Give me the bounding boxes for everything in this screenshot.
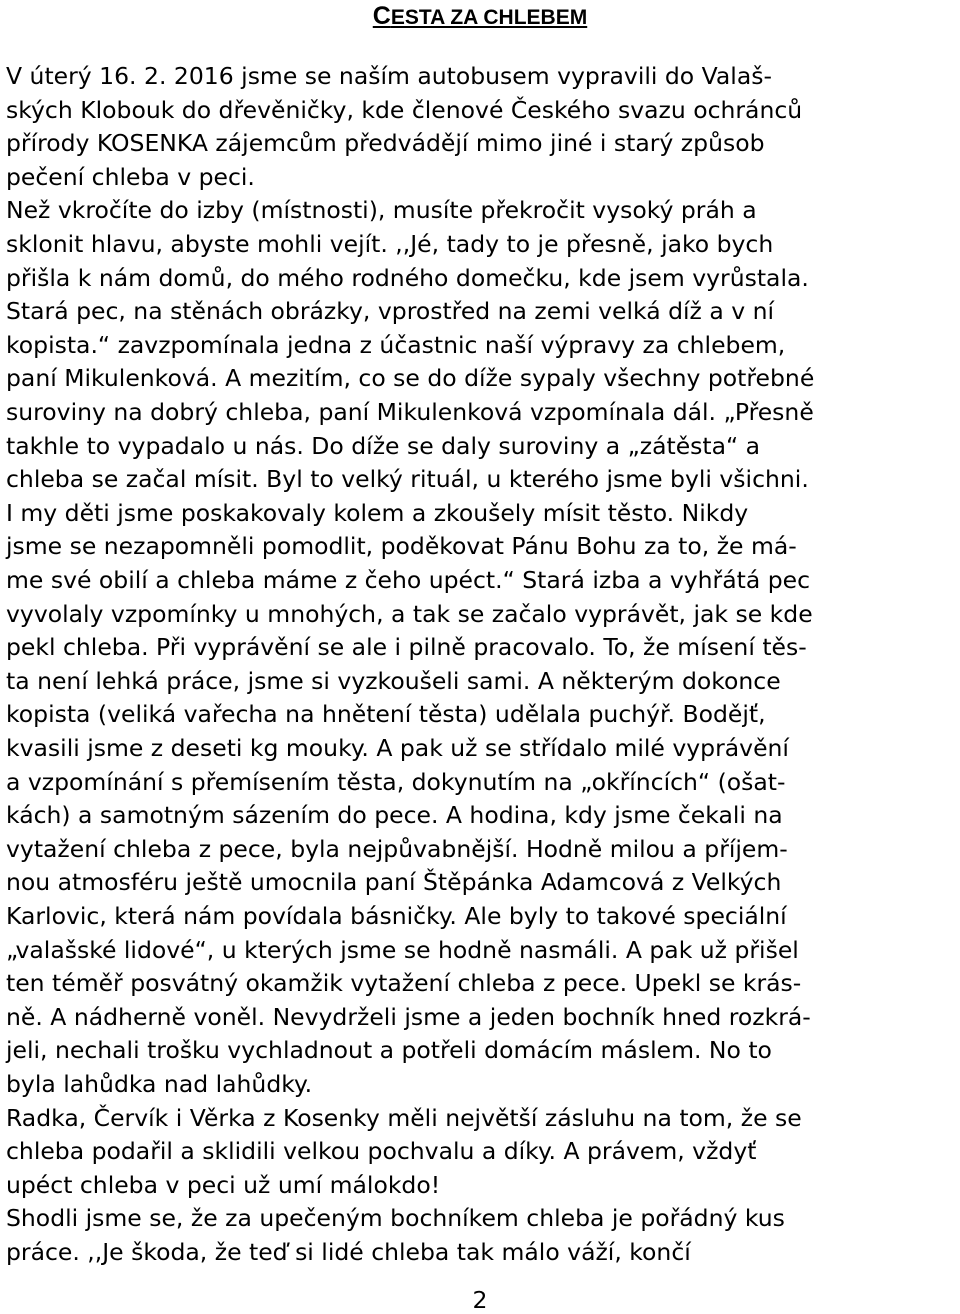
text-line: Karlovic, která nám povídala básničky. Ale byly to takové speciální — [6, 902, 787, 930]
article-title — [0, 0, 960, 34]
text-line: upéct chleba v peci už umí málokdo! — [6, 1170, 441, 1199]
title-rest: ESTA ZA CHLEBEM — [390, 6, 588, 29]
text-line: paní Mikulenková. A mezitím, co se do díže sypaly všechny potřebné — [6, 364, 815, 393]
text-line: přišla k nám domů, do mého rodného domečku, kde jsem vyrůstala. — [6, 263, 809, 292]
text-line: vytažení chleba z pece, byla nejpůvabnější. Hodně milou a příjem- — [6, 834, 788, 863]
text-line: kvasili jsme z deseti kg mouky. A pak už se střídalo milé vyprávění — [6, 734, 789, 762]
text-line: V úterý 16. 2. 2016 jsme se naším autobusem vypravili do Valaš- — [6, 62, 772, 90]
text-line: Než vkročíte do izby (místnosti), musíte překročit vysoký práh a — [6, 196, 757, 225]
text-line: chleba se začal mísit. Byl to velký rituál, u kterého jsme byli všichni. — [6, 465, 809, 494]
text-line: ta není lehká práce, jsme si vyzkoušeli sami. A některým dokonce — [6, 666, 781, 695]
title-first-letter: C — [372, 2, 391, 30]
text-line: byla lahůdka nad lahůdky. — [6, 1070, 313, 1098]
text-line: přírody KOSENKA zájemcům předvádějí mimo jiné i starý způsob — [6, 129, 765, 158]
text-line: vyvolaly vzpomínky u mnohých, a tak se začalo vyprávět, jak se kde — [6, 599, 813, 628]
text-line: pekl chleba. Při vyprávění se ale i pilně pracovalo. To, že mísení těs- — [6, 633, 807, 662]
text-line: takhle to vypadalo u nás. Do díže se daly suroviny a „zátěsta“ a — [6, 431, 761, 460]
text-line: jsme se nezapomněli pomodlit, poděkovat Pánu Bohu za to, že má- — [6, 532, 797, 561]
page-number: 2 — [472, 1286, 488, 1314]
text-line: a vzpomínání s přemísením těsta, dokynutím na „okříncích“ (ošat- — [6, 767, 786, 796]
text-line: Radka, Červík i Věrka z Kosenky měli největší zásluhu na tom, že se — [6, 1103, 802, 1132]
text-line: kopista.“ zavzpomínala jedna z účastnic naší výpravy za chlebem, — [6, 330, 786, 359]
text-line: sklonit hlavu, abyste mohli vejít. ,,Jé, tady to je přesně, jako bych — [6, 230, 774, 258]
text-line: Shodli jsme se, že za upečeným bochníkem chleba je pořádný kus — [6, 1204, 785, 1233]
text-line: Stará pec, na stěnách obrázky, vprostřed na zemi velká díž a v ní — [6, 297, 774, 326]
text-line: jeli, nechali trošku vychladnout a potřeli domácím máslem. No to — [6, 1036, 772, 1065]
text-line: I my děti jsme poskakovaly kolem a zkoušely mísit těsto. Nikdy — [6, 498, 749, 527]
text-line: pečení chleba v peci. — [6, 162, 255, 191]
text-line: nou atmosféru ještě umocnila paní Štěpánka Adamcová z Velkých — [6, 868, 782, 897]
text-line: ských Klobouk do dřevěničky, kde členové Českého svazu ochránců — [6, 95, 803, 124]
text-line: ně. A nádherně voněl. Nevydrželi jsme a jeden bochník hned rozkrá- — [6, 1002, 811, 1031]
text-line: me své obilí a chleba máme z čeho upéct.“ Stará izba a vyhřátá pec — [6, 566, 811, 594]
text-line: kách) a samotným sázením do pece. A hodina, kdy jsme čekali na — [6, 801, 783, 830]
text-line: kopista (veliká vařecha na hnětení těsta) udělala puchýř. Bodějť, — [6, 700, 766, 729]
text-line: ten téměř posvátný okamžik vytažení chleba z pece. Upekl se krás- — [6, 969, 802, 998]
text-line: chleba podařil a sklidili velkou pochvalu a díky. A právem, vždyť — [6, 1137, 757, 1166]
text-line: suroviny na dobrý chleba, paní Mikulenková vzpomínala dál. „Přesně — [6, 398, 814, 426]
text-line: „valašské lidové“, u kterých jsme se hodně nasmáli. A pak už přišel — [6, 935, 799, 964]
text-line: práce. ,,Je škoda, že teď si lidé chleba tak málo váží, končí — [6, 1238, 691, 1266]
